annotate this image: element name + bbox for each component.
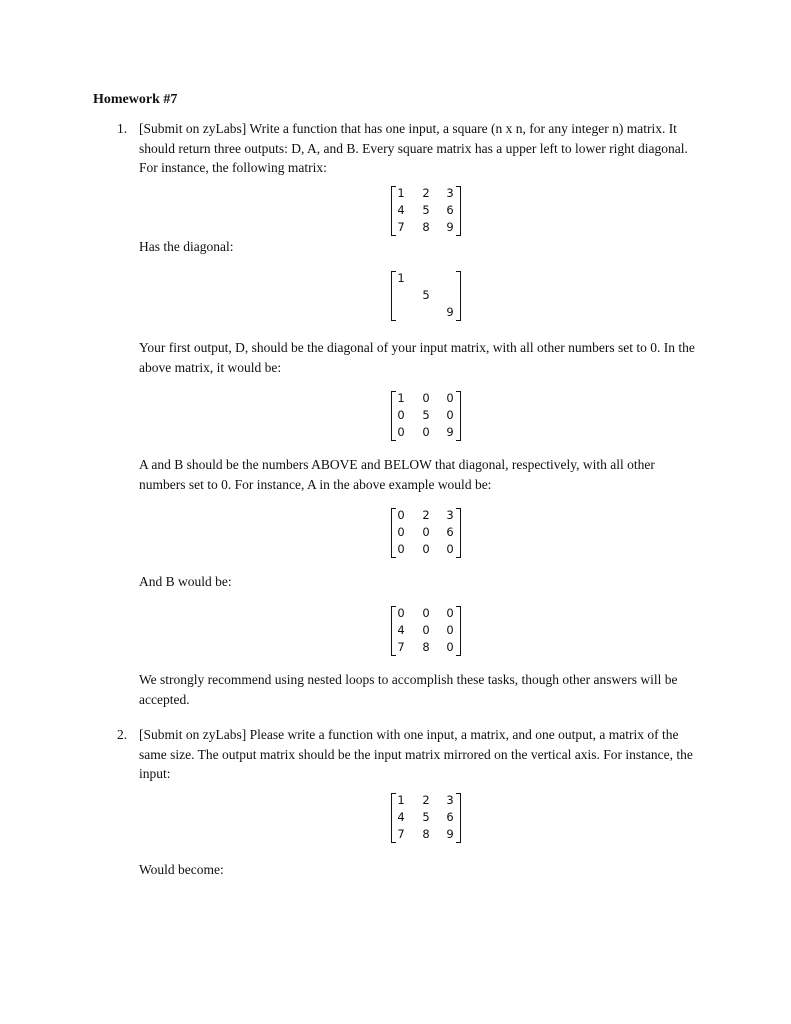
matrix-input-2 bbox=[391, 792, 461, 844]
matrix-cell: 5 bbox=[422, 288, 430, 302]
matrix-cell: 2 bbox=[422, 186, 430, 200]
matrix-diagonal bbox=[391, 270, 461, 322]
matrix-cell: 3 bbox=[446, 793, 454, 807]
matrix-cell: 0 bbox=[422, 391, 430, 405]
matrix-cell: 0 bbox=[446, 408, 454, 422]
matrix-cell: 9 bbox=[446, 305, 454, 319]
matrix-cell: 5 bbox=[422, 408, 430, 422]
matrix-cell: 0 bbox=[397, 542, 405, 556]
matrix-cell: 4 bbox=[397, 810, 405, 824]
would-become-label: Would become: bbox=[139, 862, 224, 877]
matrix-cell: 0 bbox=[397, 525, 405, 539]
has-diagonal-label: Has the diagonal: bbox=[139, 239, 234, 254]
and-b-label: And B would be: bbox=[139, 574, 232, 589]
page-title: Homework #7 bbox=[93, 92, 178, 107]
matrix-cell: 5 bbox=[422, 203, 430, 217]
matrix-cell: 8 bbox=[422, 827, 430, 841]
matrix-cell: 0 bbox=[422, 623, 430, 637]
matrix-cell: 1 bbox=[397, 186, 405, 200]
matrix-cell: 9 bbox=[446, 827, 454, 841]
matrix-cell: 0 bbox=[397, 606, 405, 620]
matrix-cell: 3 bbox=[446, 186, 454, 200]
matrix-cell: 2 bbox=[422, 793, 430, 807]
matrix-cell: 1 bbox=[397, 391, 405, 405]
matrix-cell: 9 bbox=[446, 220, 454, 234]
matrix-cell: 2 bbox=[422, 508, 430, 522]
question-2-intro: [Submit on zyLabs] Please write a function with one input, a matrix, and one output, a matrix of the same size. The output matrix should be the input matrix mirrored on the vertical axis. For instance, the input: bbox=[139, 727, 693, 781]
matrix-input bbox=[391, 185, 461, 237]
question-1-intro: [Submit on zyLabs] Write a function that has one input, a square (n x n, for any integer n) matrix. It should return three outputs: D, A, and B. Every square matrix has a upper left to lower right diagonal. For instance, the following matrix: bbox=[139, 121, 688, 175]
matrix-d bbox=[391, 390, 461, 442]
matrix-cell: 0 bbox=[422, 425, 430, 439]
matrix-cell: 0 bbox=[397, 425, 405, 439]
matrix-cell: 6 bbox=[446, 203, 454, 217]
matrix-cell: 0 bbox=[397, 508, 405, 522]
recommend-text: We strongly recommend using nested loops to accomplish these tasks, though other answers will be accepted. bbox=[139, 672, 678, 707]
matrix-cell: 3 bbox=[446, 508, 454, 522]
matrix-cell: 5 bbox=[422, 810, 430, 824]
matrix-cell: 0 bbox=[422, 606, 430, 620]
matrix-cell: 0 bbox=[422, 525, 430, 539]
matrix-cell: 0 bbox=[446, 391, 454, 405]
a-and-b-text: A and B should be the numbers ABOVE and BELOW that diagonal, respectively, with all other numbers set to 0. For instance, A in the above example would be: bbox=[139, 457, 655, 492]
matrix-cell: 0 bbox=[446, 542, 454, 556]
matrix-cell: 6 bbox=[446, 525, 454, 539]
question-1-number: 1. bbox=[117, 121, 128, 136]
matrix-cell: 1 bbox=[397, 271, 405, 285]
matrix-cell: 4 bbox=[397, 203, 405, 217]
question-2-number: 2. bbox=[117, 727, 128, 742]
output-d-text: Your first output, D, should be the diagonal of your input matrix, with all other numbers set to 0. In the above matrix, it would be: bbox=[139, 340, 695, 375]
matrix-b bbox=[391, 605, 461, 657]
matrix-a bbox=[391, 507, 461, 559]
matrix-cell: 7 bbox=[397, 640, 405, 654]
matrix-cell: 0 bbox=[446, 606, 454, 620]
matrix-cell: 0 bbox=[446, 640, 454, 654]
matrix-cell: 7 bbox=[397, 220, 405, 234]
matrix-cell: 9 bbox=[446, 425, 454, 439]
matrix-cell: 6 bbox=[446, 810, 454, 824]
matrix-cell: 8 bbox=[422, 220, 430, 234]
matrix-cell: 4 bbox=[397, 623, 405, 637]
matrix-cell: 0 bbox=[397, 408, 405, 422]
matrix-cell: 1 bbox=[397, 793, 405, 807]
matrix-cell: 8 bbox=[422, 640, 430, 654]
matrix-cell: 0 bbox=[446, 623, 454, 637]
matrix-cell: 7 bbox=[397, 827, 405, 841]
matrix-cell: 0 bbox=[422, 542, 430, 556]
